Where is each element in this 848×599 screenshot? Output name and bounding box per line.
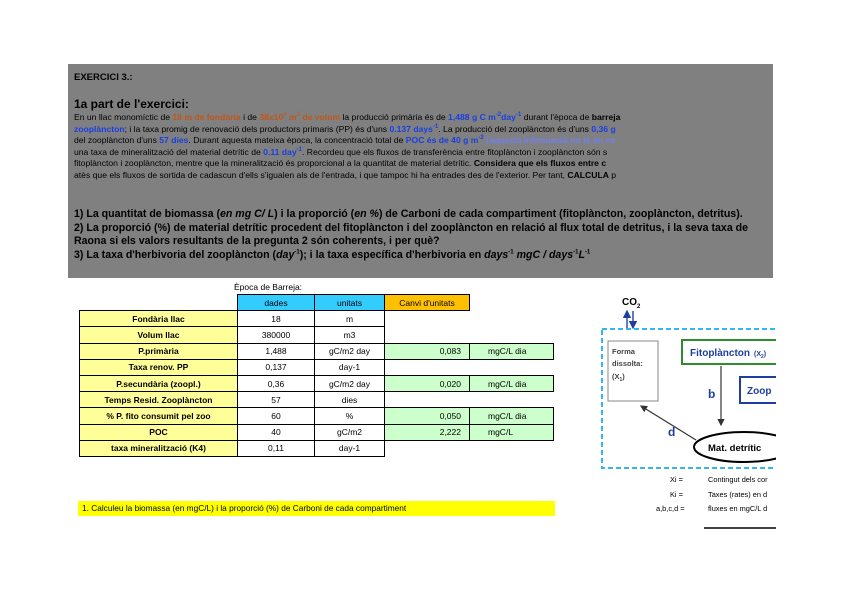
detritic-label: Mat. detrític <box>708 443 762 454</box>
row-converted-value[interactable] <box>385 440 470 456</box>
paragraph-line-4: una taxa de mineralització del material detrític de 0.11 day$^{-1}$. Recordeu que els fluxos de transferència entre fitoplàncton i zooplàncton són s <box>74 146 608 157</box>
row-converted-unit[interactable] <box>470 392 554 408</box>
questions <box>74 208 748 262</box>
paragraph-line-2: zooplàncton; i la taxa promig de renovació dels productors primaris (PP) és d'uns 0.137 days$^{-1}$. La producció del zooplàncton és d'uns 0,36 g <box>74 123 616 134</box>
flux-d-label: d <box>668 425 676 439</box>
legend-ki-text: Taxes (rates) en d <box>708 490 768 499</box>
forma-dissolta-label-2: dissolta: <box>612 359 643 368</box>
row-converted-value[interactable]: 0,050 <box>385 408 470 424</box>
row-converted-value[interactable]: 2,222 <box>385 424 470 440</box>
row-converted-unit[interactable]: mgC/L dia <box>470 343 554 359</box>
row-converted-unit[interactable]: mgC/L <box>470 424 554 440</box>
forma-dissolta-label: Forma <box>612 347 635 356</box>
row-unit[interactable]: day-1 <box>315 440 385 456</box>
table-row <box>80 440 554 456</box>
compartment-diagram <box>596 290 776 590</box>
exercise-subtitle: 1a part de l'exercici: <box>74 97 189 111</box>
table-row <box>80 408 554 424</box>
flux-b-label: b <box>708 387 716 401</box>
question-2: 2) La proporció (%) de material detrític procedent del fitoplàncton i del zooplàncton en relació al flux total de detritus, i la seva taxa de <box>74 221 749 234</box>
row-label[interactable]: taxa mineralització (K4) <box>80 440 238 456</box>
paragraph-line-5: fitoplàncton i zooplàncton, mentre que la mineralització és proporcional a la quantitat de material detrític. Considera que els fluxos entre c <box>74 158 607 168</box>
legend-xi-key: Xi = <box>670 475 683 484</box>
row-value[interactable]: 0,11 <box>238 440 315 456</box>
row-unit[interactable]: gC/m2 day <box>315 375 385 391</box>
row-converted-unit[interactable] <box>470 327 554 343</box>
row-unit[interactable]: % <box>315 408 385 424</box>
row-converted-unit[interactable] <box>470 359 554 375</box>
row-label[interactable]: Taxa renov. PP <box>80 359 238 375</box>
row-unit[interactable]: gC/m2 <box>315 424 385 440</box>
table-row <box>80 343 554 359</box>
legend-xi-text: Contingut dels cor <box>708 475 768 484</box>
row-value[interactable]: 0,137 <box>238 359 315 375</box>
paragraph-line-3: del zooplàncton d'uns 57 dies. Durant aquesta mateixa època, la concentració total de POC és de 40 g $m^{-2}$ (aquesta informació no té en co <box>74 135 616 145</box>
row-converted-value[interactable] <box>385 311 470 327</box>
question-3: 3) La taxa d'herbivoria del zooplàncton (day$^{-1}$); i la taxa específica d'herbivoria en days$^{-1}$ mgC / $days^{-1}L^{-1}$ <box>74 248 591 261</box>
legend-flux-text: fluxes en mgC/L d <box>708 504 768 513</box>
row-converted-value[interactable] <box>385 359 470 375</box>
row-unit[interactable]: m <box>315 311 385 327</box>
row-unit[interactable]: m3 <box>315 327 385 343</box>
table-header-row <box>80 295 554 311</box>
row-label[interactable]: P.secundària (zoopl.) <box>80 375 238 391</box>
table-body <box>80 311 554 457</box>
table-caption: Època de Barreja: <box>234 282 303 292</box>
header-unitats[interactable]: unitats <box>315 295 385 311</box>
diagram-canvas <box>596 290 776 590</box>
fitoplancton-label: Fitoplàncton ($X_2^)$ <box>690 348 767 360</box>
row-unit[interactable]: gC/m2 day <box>315 343 385 359</box>
row-value[interactable]: 18 <box>238 311 315 327</box>
legend-flux-key: a,b,c,d = <box>656 504 685 513</box>
zooplancton-label: Zoop <box>747 386 772 397</box>
exercise-title: EXERCICI 3.: <box>74 72 133 83</box>
exercise-paragraph <box>74 112 620 181</box>
legend-ki-key: Ki = <box>670 490 683 499</box>
table-row <box>80 424 554 440</box>
row-label[interactable]: Temps Resid. Zooplàncton <box>80 392 238 408</box>
row-value[interactable]: 0,36 <box>238 375 315 391</box>
paragraph-line-6: atès que els fluxos de sortida de cadascun d'ells s'igualen als de l'entrada, i que tampoc hi ha entrades des de l'exterior. Per tant, CALCULA p <box>74 169 617 180</box>
data-table <box>79 294 554 457</box>
row-converted-value[interactable] <box>385 327 470 343</box>
row-converted-unit[interactable]: mgC/L dia <box>470 375 554 391</box>
exercise-statement <box>68 64 773 278</box>
row-converted-value[interactable]: 0,020 <box>385 375 470 391</box>
row-label[interactable]: P.primària <box>80 343 238 359</box>
header-dades[interactable]: dades <box>238 295 315 311</box>
row-label[interactable]: % P. fito consumit pel zoo <box>80 408 238 424</box>
header-canvi-unitats[interactable]: Canvi d'unitats <box>385 295 470 311</box>
task-instruction[interactable]: 1. Calculeu la biomassa (en mgC/L) i la proporció (%) de Carboni de cada compartiment <box>78 501 555 516</box>
row-label[interactable]: POC <box>80 424 238 440</box>
row-value[interactable]: 380000 <box>238 327 315 343</box>
row-converted-unit[interactable]: mgC/L dia <box>470 408 554 424</box>
table-row <box>80 392 554 408</box>
row-value[interactable]: 1,488 <box>238 343 315 359</box>
question-2-reasoning: Raona si els valors resultants de la pregunta 2 són coherents, i per què? <box>74 235 440 247</box>
row-value[interactable]: 40 <box>238 424 315 440</box>
paragraph-line-1: En un llac monomíctic de 18 m de fondària i de $38x10^4$ $m^2$ de volum la producció primària és de 1,488 g C $m^{-2}day^{-1}$ durant l'època de barreja <box>74 112 621 122</box>
row-converted-value[interactable] <box>385 392 470 408</box>
row-label[interactable]: Fondària llac <box>80 311 238 327</box>
row-value[interactable]: 57 <box>238 392 315 408</box>
table-row <box>80 327 554 343</box>
question-1: 1) La quantitat de biomassa (en mg C/ L) i la proporció (en %) de Carboni de cada compartiment (fitoplàncton, zooplàncton, detritus). <box>74 208 743 220</box>
row-unit[interactable]: dies <box>315 392 385 408</box>
table-row <box>80 311 554 327</box>
row-value[interactable]: 60 <box>238 408 315 424</box>
row-converted-unit[interactable] <box>470 440 554 456</box>
forma-dissolta-var: $(X_1)$ <box>612 372 625 383</box>
row-label[interactable]: Volum llac <box>80 327 238 343</box>
co2-label: $CO_2$ <box>622 297 641 310</box>
table-row <box>80 375 554 391</box>
row-unit[interactable]: day-1 <box>315 359 385 375</box>
table-row <box>80 359 554 375</box>
row-converted-unit[interactable] <box>470 311 554 327</box>
row-converted-value[interactable]: 0,083 <box>385 343 470 359</box>
